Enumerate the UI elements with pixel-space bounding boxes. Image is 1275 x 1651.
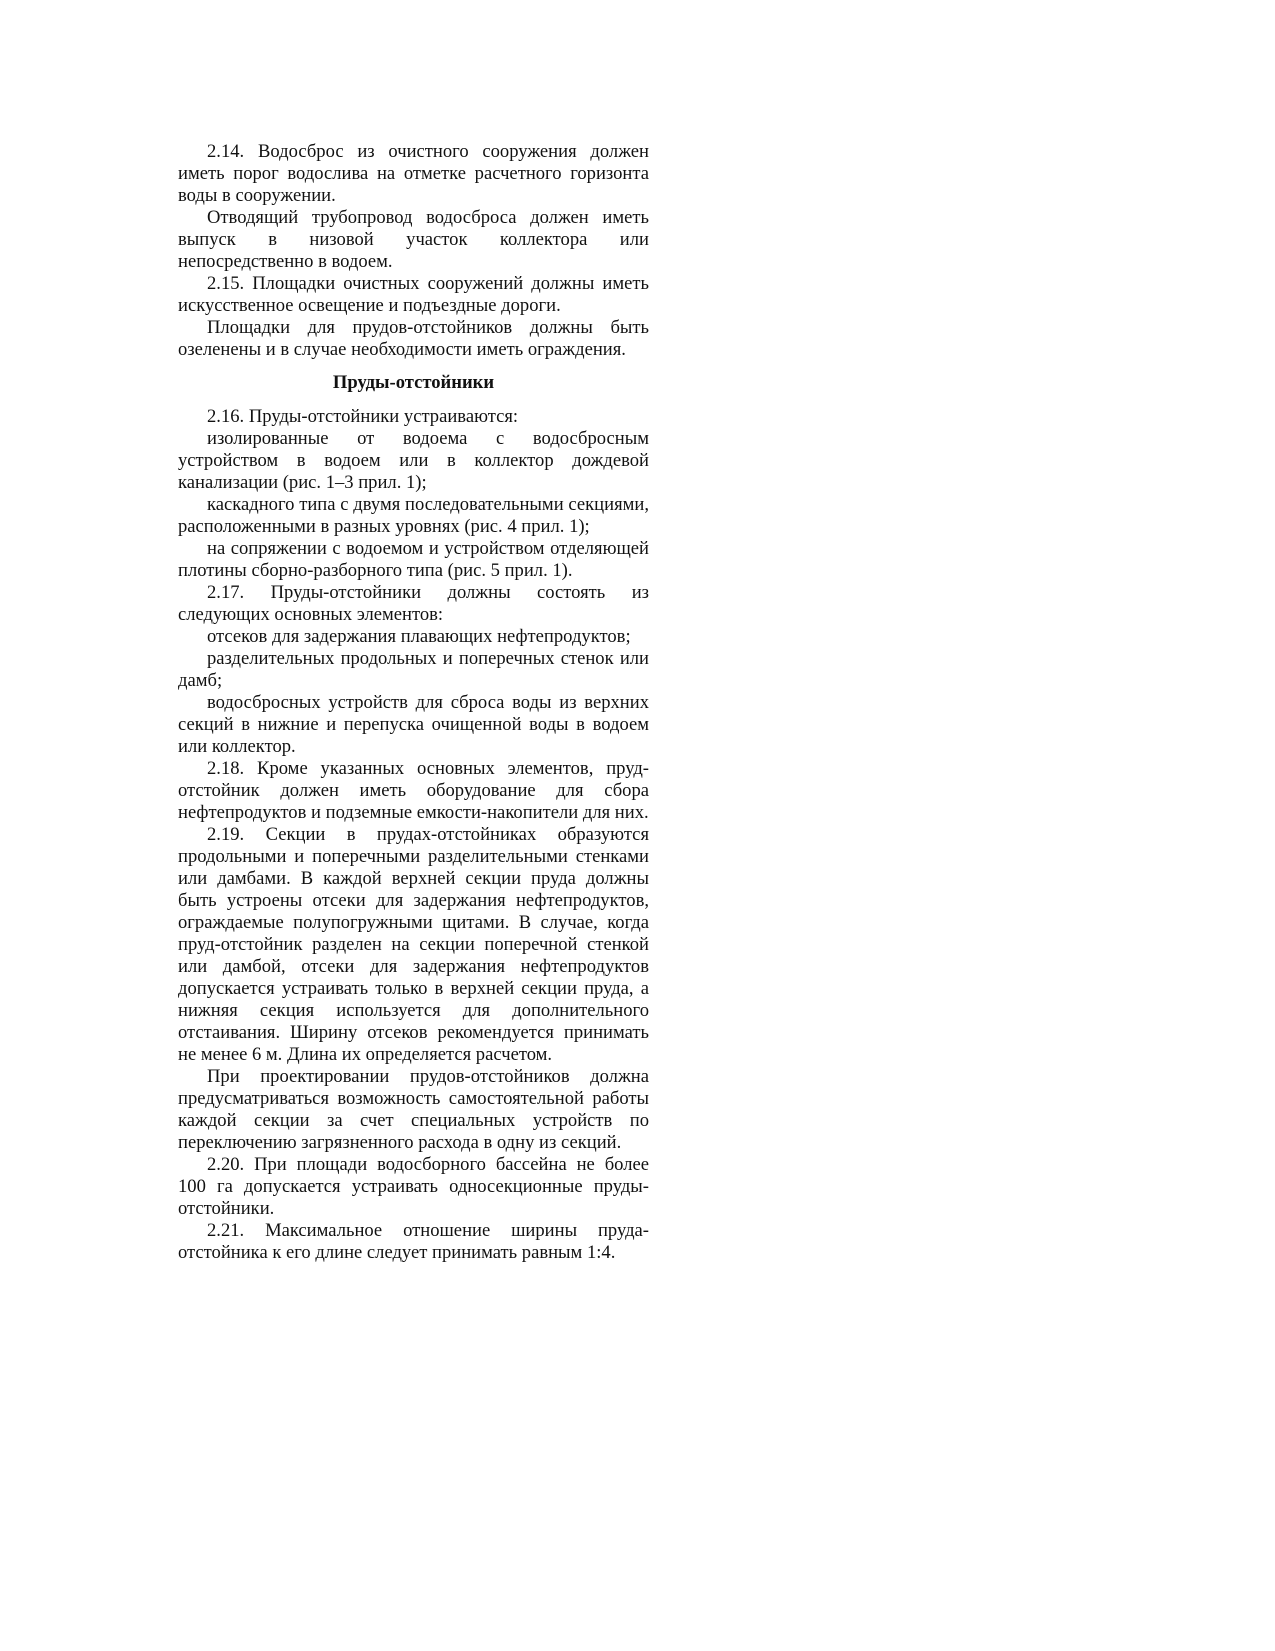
list-item: на сопряжении с водоемом и устройством отделяющей плотины сборно-разборного типа (рис. 5 прил. 1). xyxy=(178,538,649,581)
list-item: отсеков для задержания плавающих нефтепродуктов; xyxy=(207,626,631,647)
paragraph-ponds-sites: Площадки для прудов-отстойников должны быть озеленены и в случае необходимости иметь ограждения. xyxy=(178,317,649,360)
list-item: разделительных продольных и поперечных стенок или дамб; xyxy=(178,648,649,691)
paragraph-2-21: 2.21. Максимальное отношение ширины пруда-отстойника к его длине следует принимать равным 1:4. xyxy=(178,1220,649,1263)
paragraph-2-14: 2.14. Водосброс из очистного сооружения должен иметь порог водослива на отметке расчетного горизонта воды в сооружении. xyxy=(178,141,649,206)
list-item: изолированные от водоема с водосбросным устройством в водоем или в коллектор дождевой канализации (рис. 1–3 прил. 1); xyxy=(178,428,649,493)
list-item: каскадного типа с двумя последовательными секциями, расположенными в разных уровнях (рис. 4 прил. 1); xyxy=(178,494,649,537)
paragraph-2-16: 2.16. Пруды-отстойники устраиваются: xyxy=(207,406,519,427)
document-page xyxy=(178,141,649,1264)
paragraph-design: При проектировании прудов-отстойников должна предусматриваться возможность самостоятельной работы каждой секции за счет специальных устройств по переключению загрязненного расхода в одну из секций. xyxy=(178,1066,649,1153)
paragraph-outlet-pipe: Отводящий трубопровод водосброса должен иметь выпуск в низовой участок коллектора или непосредственно в водоем. xyxy=(178,207,649,272)
section-heading: Пруды-отстойники xyxy=(332,372,495,393)
paragraph-2-20: 2.20. При площади водосборного бассейна не более 100 га допускается устраивать односекционные пруды-отстойники. xyxy=(178,1154,649,1219)
paragraph-2-15: 2.15. Площадки очистных сооружений должны иметь искусственное освещение и подъездные дороги. xyxy=(178,273,649,316)
paragraph-2-17: 2.17. Пруды-отстойники должны состоять из следующих основных элементов: xyxy=(178,582,649,625)
paragraph-2-18: 2.18. Кроме указанных основных элементов, пруд-отстойник должен иметь оборудование для сбора нефтепродуктов и подземные емкости-накопители для них. xyxy=(178,758,649,823)
list-item: водосбросных устройств для сброса воды из верхних секций в нижние и перепуска очищенной воды в водоем или коллектор. xyxy=(178,692,649,757)
paragraph-2-19: 2.19. Секции в прудах-отстойниках образуются продольными и поперечными разделительными стенками или дамбами. В каждой верхней секции пруда должны быть устроены отсеки для задержания нефтепродуктов, ограждаемые полупогружными щитами. В случае, когда пруд-отстойник разделен на секции поперечной стенкой или дамбой, отсеки для задержания нефтепродуктов допускается устраивать только в верхней секции пруда, а нижняя секция используется для дополнительного отстаивания. Ширину отсеков рекомендуется принимать не менее 6 м. Длина их определяется расчетом. xyxy=(178,824,649,1065)
